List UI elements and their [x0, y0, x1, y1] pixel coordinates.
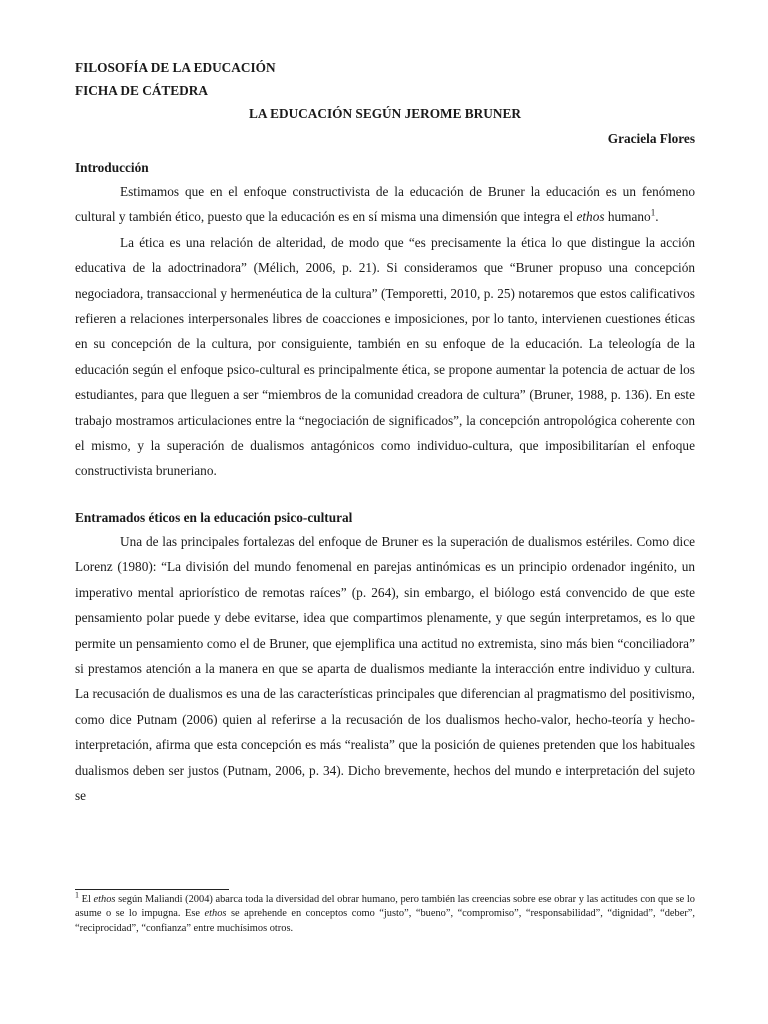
author-name: Graciela Flores [607, 131, 695, 146]
document-page [75, 56, 695, 808]
footnote-1 [75, 890, 695, 936]
text-run: se aprehende en conceptos como “justo”, “bueno”, “compromiso”, “responsabilidad”, “dignidad”, “deber”, “reciprocidad”, “confianza” entre muchísimos otros. [75, 908, 695, 934]
ethos-term: ethos [93, 894, 116, 905]
document-type: FICHA DE CÁTEDRA [75, 83, 208, 98]
intro-paragraph-2: La ética es una relación de alteridad, de modo que “es precisamente la ética lo que distingue la acción educativa de la adoctrinadora” (Mélich, 2006, p. 21). Si consideramos que “Bruner propuso una concepción negociadora, transaccional y hermenéutica de la cultura” (Temporetti, 2010, p. 25) notaremos que estos calificativos refieren a relaciones interpersonales libres de coacciones e imposiciones, por lo tanto, intervienen cuestiones éticas en su concepción de la cultura, por consiguiente, también en su enfoque de la educación. La teleología de la educación según el enfoque psico-cultural es principalmente ética, se propone aumentar la potencia de actuar de los estudiantes, para que lleguen a ser “miembros de la comunidad creadora de cultura” (Bruner, 1988, p. 136). En este trabajo mostramos articulaciones entre la “negociación de significados”, la concepción antropológica coherente con el mismo, y la superación de dualismos antagónicos como individuo-cultura, que imposibilitarían el enfoque constructivista bruneriano. [75, 234, 695, 479]
footnote-number: 1 [75, 890, 79, 900]
text-run: El [79, 894, 94, 905]
course-name: FILOSOFÍA DE LA EDUCACIÓN [75, 60, 276, 75]
section-heading-introduction: Introducción [75, 160, 149, 175]
intro-paragraph-1 [75, 179, 695, 230]
text-run: humano [604, 209, 651, 225]
ethos-term: ethos [576, 209, 605, 225]
text-run: . [655, 209, 659, 225]
text-run: Estimamos que en el enfoque constructivista de la educación de Bruner la educación es un fenómeno cultural y también ético, puesto que la educación es en sí misma una dimensión que integra el [75, 184, 695, 225]
section-heading-ethics: Entramados éticos en la educación psico-cultural [75, 509, 353, 525]
footnote-separator [75, 889, 229, 890]
footnote-marker[interactable]: 1 [650, 207, 656, 218]
text-run: según Maliandi (2004) abarca toda la diversidad del obrar humano, pero también las creencias sobre ese obrar y las actitudes con que se lo asume o se lo impugna. Ese [75, 894, 695, 920]
document-title: LA EDUCACIÓN SEGÚN JEROME BRUNER [249, 106, 521, 121]
ethos-term: ethos [204, 908, 227, 920]
ethics-paragraph-1: Una de las principales fortalezas del enfoque de Bruner es la superación de dualismos estériles. Como dice Lorenz (1980): “La división del mundo fenomenal en parejas antinómicas es un principio ordenador ingénito, un imperativo mental apriorístico de remotas raíces” (p. 264), sin embargo, el biólogo está convencido de que este pensamiento polar puede y debe evitarse, idea que compartimos plenamente, y que según interpretamos, es lo que permite un pensamiento como el de Bruner, que ejemplifica una actitud no extremista, sino más bien “conciliadora” si prestamos atención a la manera en que se aparta de dualismos mediante la interacción entre individuo y cultura. La recusación de dualismos es una de las características principales que diferencian al pragmatismo del positivismo, como dice Putnam (2006) quien al referirse a la recusación de los dualismos hecho-valor, hecho-teoría y hecho-interpretación, afirma que esta concepción es más “realista” que la posición de quienes pretenden que los habituales dualismos deben ser justos (Putnam, 2006, p. 34). Dicho brevemente, hechos del mundo e interpretación del sujeto se [75, 533, 695, 803]
